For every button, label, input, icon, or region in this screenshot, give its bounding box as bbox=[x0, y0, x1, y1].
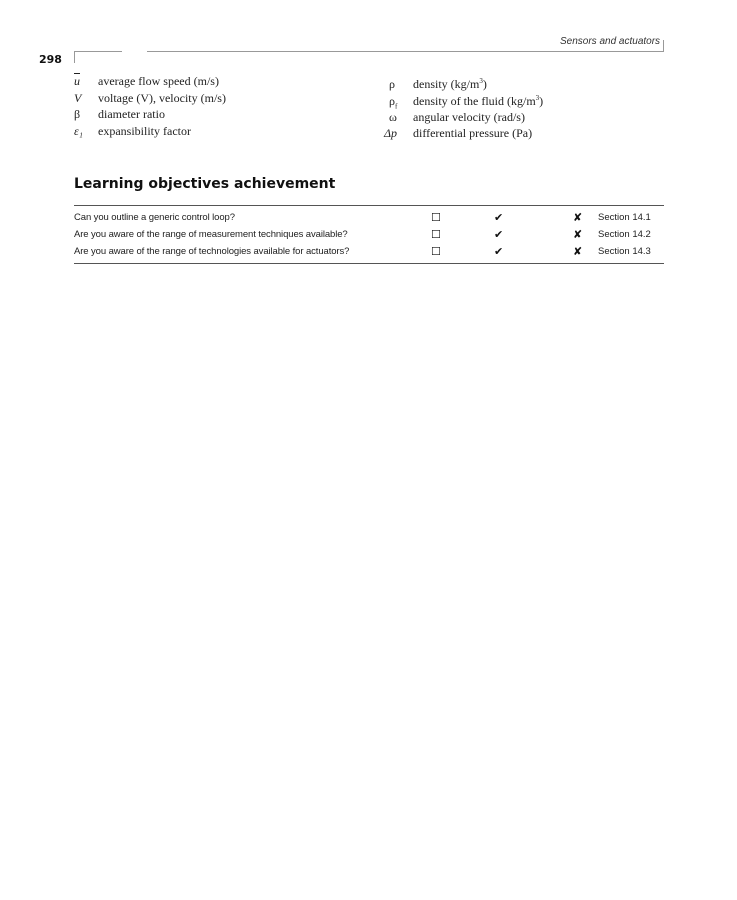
symbol-description: density $(kg/m^3)$ bbox=[413, 77, 487, 91]
symbol: $\overline{u}$ bbox=[74, 74, 80, 88]
symbol-description: density of the fluid $(kg/m^3)$ bbox=[413, 94, 544, 108]
empty-box-icon[interactable]: ☐ bbox=[431, 245, 441, 258]
symbol: $\rho_f$ bbox=[389, 94, 398, 111]
objectives-bottom-rule bbox=[74, 263, 664, 264]
symbol-description: voltage (V), velocity (m/s) bbox=[98, 91, 226, 105]
check-mark-icon[interactable]: ✔ bbox=[494, 245, 504, 258]
symbol: V bbox=[74, 91, 82, 105]
section-reference: Section 14.2 bbox=[598, 229, 651, 240]
page-number: 298 bbox=[39, 53, 62, 66]
section-heading: Learning objectives achievement bbox=[74, 176, 336, 192]
running-head: Sensors and actuators bbox=[560, 36, 661, 47]
header-rule-right bbox=[147, 51, 664, 52]
symbol-description: differential pressure (Pa) bbox=[413, 126, 533, 140]
objectives-top-rule bbox=[74, 205, 664, 206]
section-reference: Section 14.3 bbox=[598, 246, 651, 257]
objective-question: Can you outline a generic control loop? bbox=[74, 212, 235, 223]
symbol: β bbox=[74, 107, 81, 121]
symbol-description: expansibility factor bbox=[98, 124, 191, 138]
empty-box-icon[interactable]: ☐ bbox=[431, 228, 441, 241]
symbol-description: angular velocity (rad/s) bbox=[413, 110, 525, 124]
cross-mark-icon[interactable]: ✘ bbox=[573, 245, 583, 258]
header-rule-corner bbox=[74, 51, 75, 63]
cross-mark-icon[interactable]: ✘ bbox=[573, 211, 583, 224]
cross-mark-icon[interactable]: ✘ bbox=[573, 228, 583, 241]
empty-box-icon[interactable]: ☐ bbox=[431, 211, 441, 224]
objective-question: Are you aware of the range of technologies available for actuators? bbox=[74, 246, 350, 257]
symbol: ω bbox=[389, 110, 397, 124]
objective-question: Are you aware of the range of measurement techniques available? bbox=[74, 229, 348, 240]
symbol: Δp bbox=[384, 126, 398, 140]
symbol: ρ bbox=[389, 77, 395, 91]
check-mark-icon[interactable]: ✔ bbox=[494, 211, 504, 224]
section-reference: Section 14.1 bbox=[598, 212, 651, 223]
symbol-description: diameter ratio bbox=[98, 107, 165, 121]
symbol: ε₁ bbox=[74, 124, 83, 138]
check-mark-icon[interactable]: ✔ bbox=[494, 228, 504, 241]
header-rule-left bbox=[74, 51, 122, 52]
symbol-description: average flow speed (m/s) bbox=[98, 74, 219, 88]
